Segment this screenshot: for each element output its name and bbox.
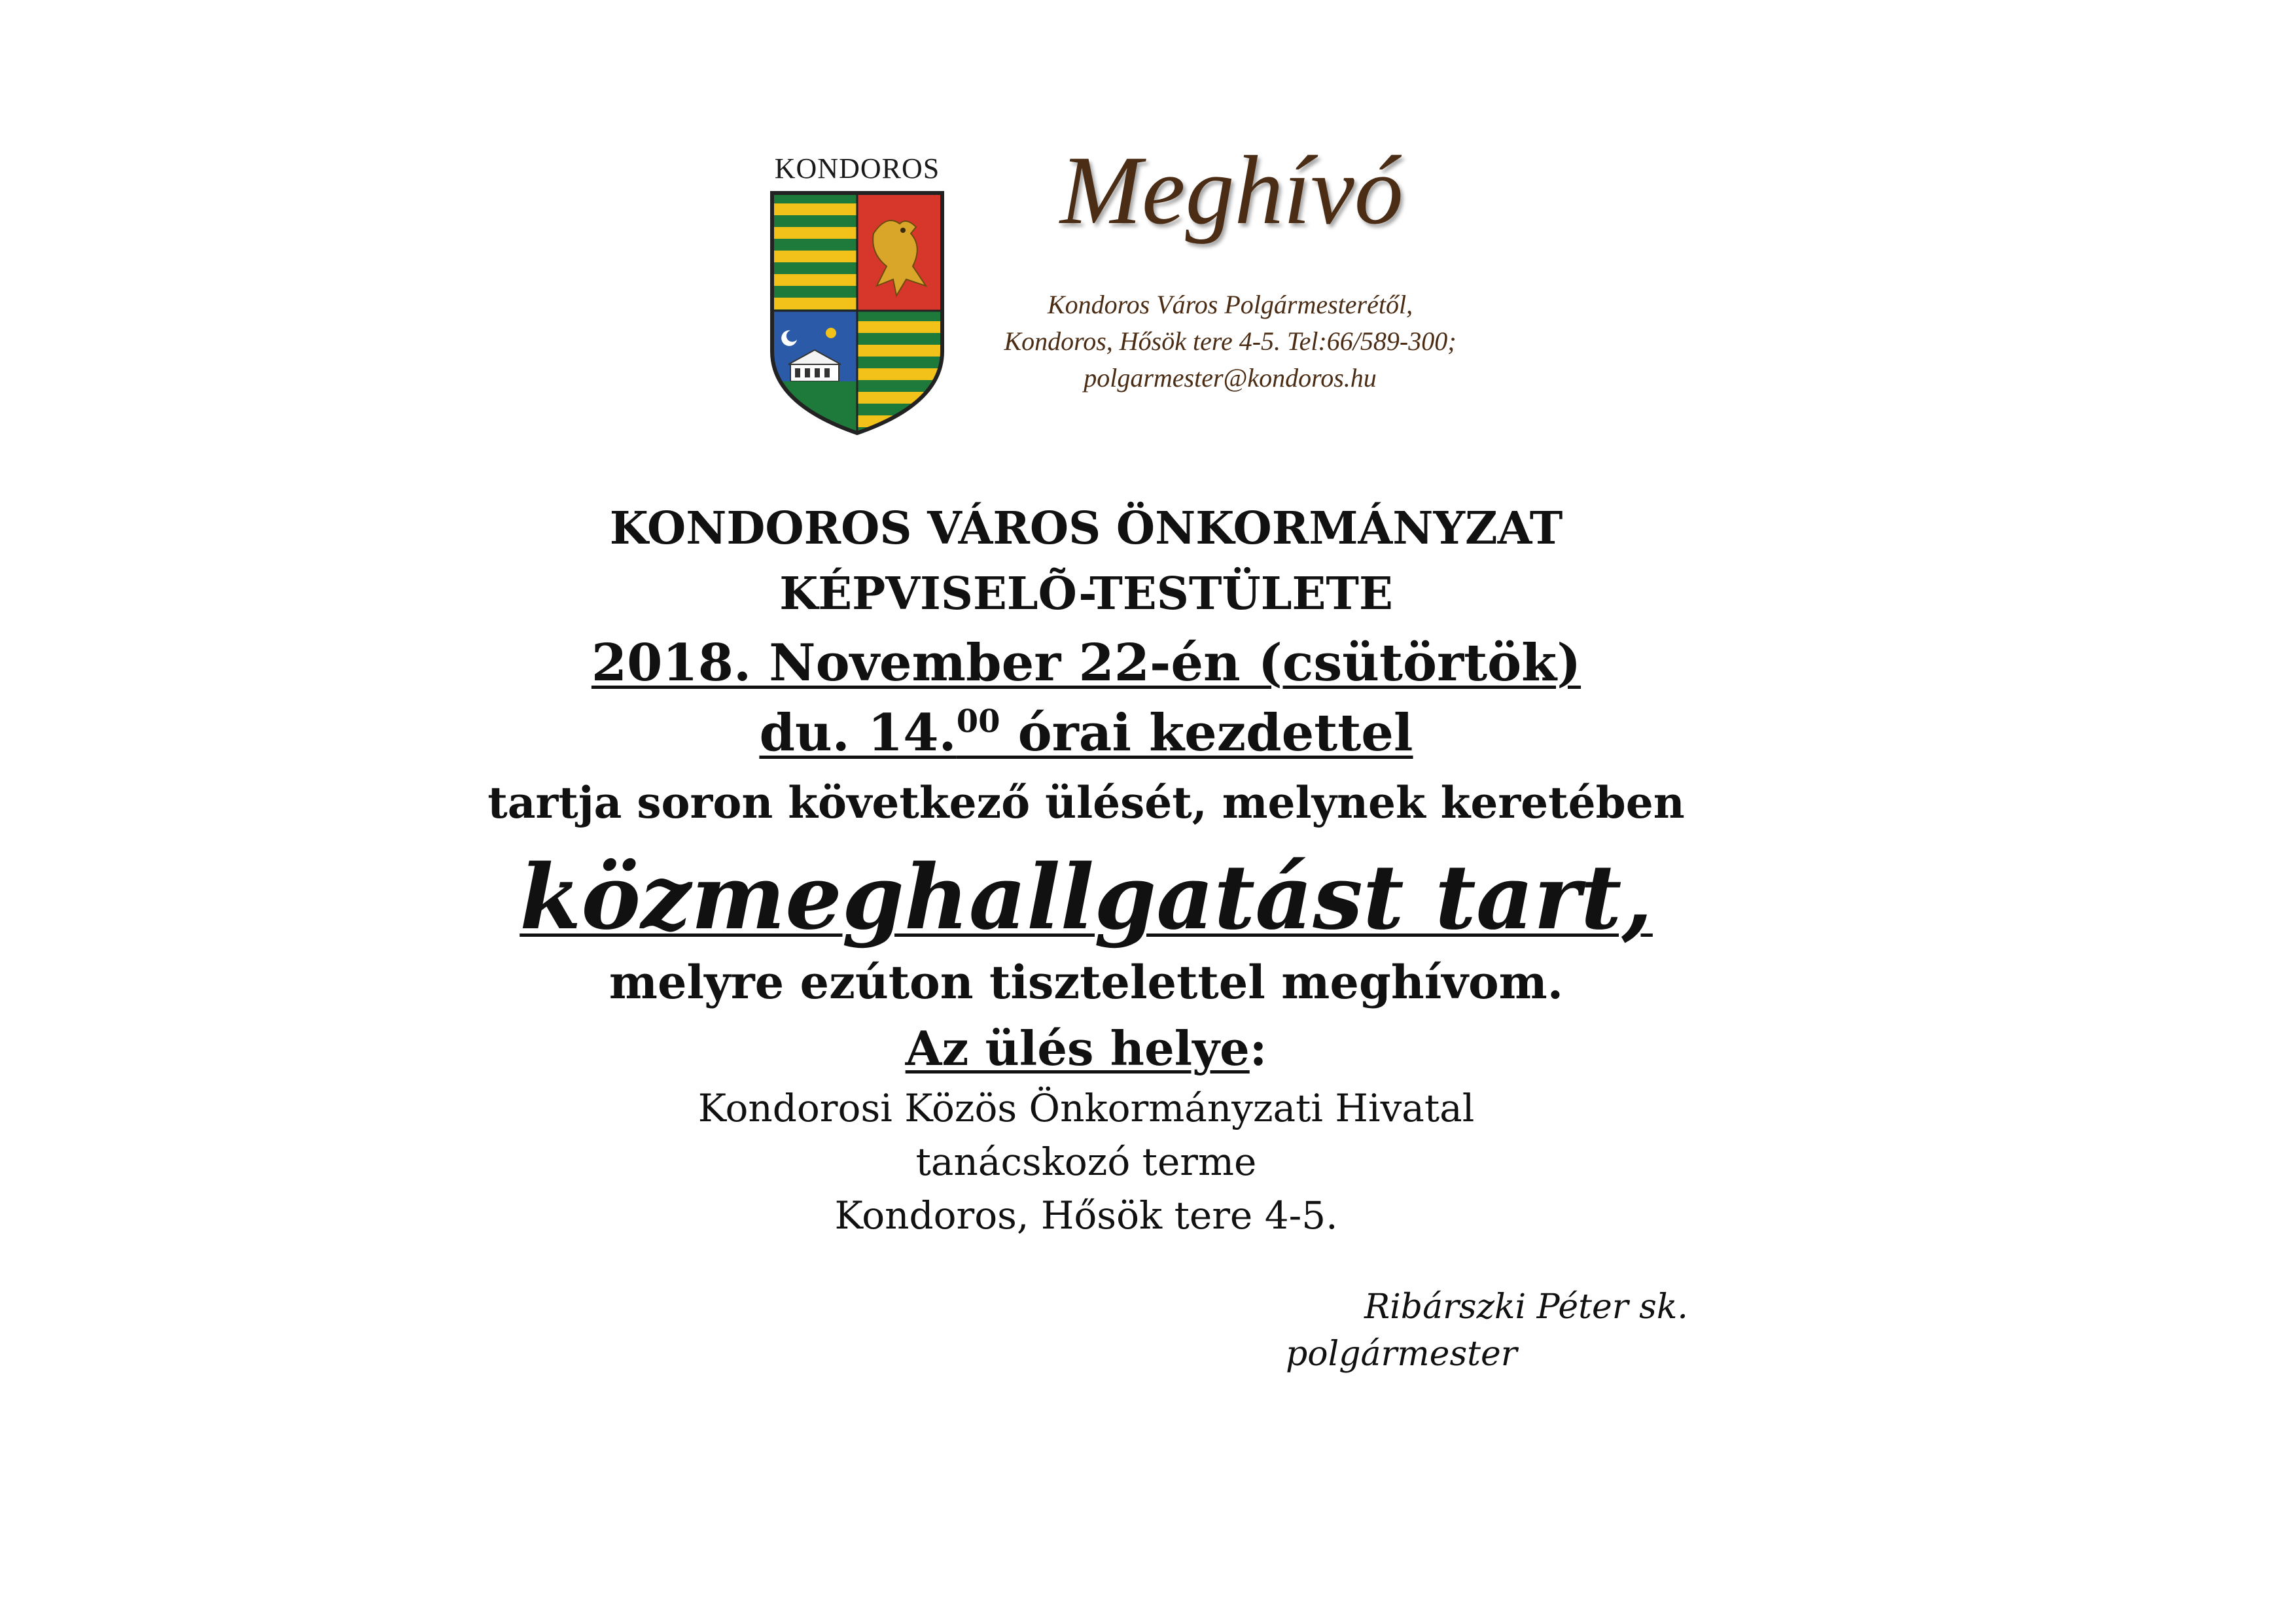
time-superscript: 00 <box>956 703 1000 740</box>
venue-heading <box>0 1021 2172 1076</box>
body-line-1: KONDOROS VÁROS ÖNKORMÁNYZAT <box>609 502 1563 555</box>
sender-block <box>903 287 1557 396</box>
venue-line-1: Kondorosi Közös Önkormányzati Hivatal <box>698 1086 1475 1130</box>
sender-line-2: Kondoros, Hősök tere 4-5. Tel:66/589-300; <box>1004 326 1457 356</box>
body-line-7: melyre ezúton tisztelettel meghívom. <box>609 955 1564 1009</box>
body-line-5: tartja soron következő ülését, melynek keretében <box>487 777 1685 828</box>
sender-email: polgarmester@kondoros.hu <box>1084 363 1377 393</box>
time-prefix: du. 14. <box>759 703 957 763</box>
venue-label: Az ülés helye <box>905 1021 1250 1076</box>
venue-line-2: tanácskozó terme <box>915 1140 1257 1184</box>
crest-name: KONDOROS <box>774 152 940 184</box>
signature-name: Ribárszki Péter sk. <box>1364 1287 1688 1327</box>
meeting-date <box>0 633 2172 693</box>
meeting-time <box>0 703 2172 763</box>
invitation-title: Meghívó <box>1060 136 1404 245</box>
meeting-date-text: 2018. November 22-én (csütörtök) <box>591 633 1581 693</box>
venue-colon: : <box>1249 1021 1267 1076</box>
sender-line-1: Kondoros Város Polgármesterétől, <box>1047 290 1413 319</box>
venue-line-3: Kondoros, Hősök tere 4-5. <box>834 1193 1338 1238</box>
signature-title: polgármester <box>1286 1335 1517 1374</box>
body-line-2: KÉPVISELÕ-TESTÜLETE <box>779 568 1393 620</box>
highlight-text: közmeghallgatást tart, <box>520 845 1653 950</box>
time-suffix: órai kezdettel <box>1000 703 1413 763</box>
meeting-time-text <box>759 703 1413 763</box>
highlight-line <box>0 845 2172 950</box>
